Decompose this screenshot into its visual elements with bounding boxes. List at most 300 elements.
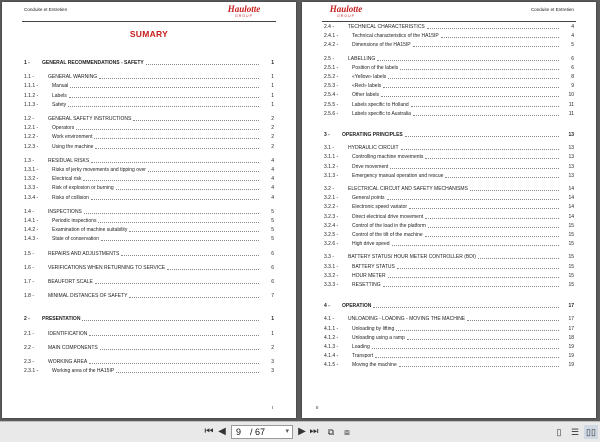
toc-title: TECHNICAL CHARACTERISTICS	[348, 24, 425, 30]
toc-entry[interactable]	[2, 359, 296, 365]
current-page: 9	[236, 427, 242, 437]
toc-number: 2.5.5 -	[324, 101, 339, 108]
toc-number: 4.1 -	[324, 316, 335, 323]
toc-entry[interactable]	[2, 279, 296, 285]
toc-leader	[69, 97, 259, 98]
toc-title: Work environment	[52, 134, 93, 141]
toc-entry[interactable]	[302, 254, 596, 260]
toc-page: 2	[271, 143, 274, 150]
toc-number: 3.2 -	[324, 186, 335, 192]
toc-number: 2.2 -	[24, 344, 35, 351]
toc-title: Transport	[352, 353, 374, 360]
toc-page: 11	[568, 110, 574, 117]
toc-entry[interactable]	[2, 185, 296, 191]
toc-title: Manual	[52, 83, 69, 90]
toc-number: 1.2.3 -	[24, 143, 39, 150]
haulotte-logo	[214, 5, 274, 18]
logo-sub: GROUP	[337, 14, 355, 18]
toc-leader	[441, 37, 559, 38]
toc-number: 1.2.1 -	[24, 125, 39, 132]
toc-entry[interactable]	[2, 265, 296, 271]
toc-number: 1.1.1 -	[24, 83, 39, 90]
toc-title: HYDRAULIC CIRCUIT	[348, 145, 399, 152]
toc-leader	[409, 208, 559, 209]
toc-entry[interactable]	[302, 145, 596, 151]
toc-page: 1	[271, 74, 274, 81]
toc-number: 1.4 -	[24, 208, 35, 215]
toc-title: VERIFICATIONS WHEN RETURNING TO SERVICE	[48, 264, 166, 271]
toc-page: 4	[271, 194, 274, 201]
toc-title: Technical characteristics of the HA15IP	[352, 33, 439, 40]
toc-number: 1.1.2 -	[24, 92, 39, 99]
page-title: SUMARY	[129, 29, 169, 39]
toc-page: 13	[568, 145, 574, 152]
toc-entry[interactable]	[2, 195, 296, 201]
toc-entry[interactable]	[302, 303, 596, 309]
toc-number: 3.2.6 -	[324, 241, 339, 248]
toc-page: 1	[271, 330, 274, 337]
toc-leader	[413, 115, 559, 116]
toc-number: 3.1.2 -	[324, 163, 339, 170]
toc-entry[interactable]	[2, 345, 296, 351]
toc-page: 14	[568, 186, 574, 192]
toc-leader	[377, 60, 559, 61]
toc-leader	[397, 268, 559, 269]
toc-entry[interactable]	[302, 195, 596, 201]
toc-leader	[116, 189, 259, 190]
toc-page: 15	[568, 241, 574, 248]
toc-title: Labels	[52, 92, 67, 99]
toc-page: 5	[271, 218, 274, 224]
toc-page: 5	[271, 208, 274, 215]
toc-title: Electrical risk	[52, 176, 82, 183]
toc-number: 2 -	[24, 316, 30, 323]
toc-number: 3 -	[324, 132, 330, 138]
toc-title: Risks of collision	[52, 194, 89, 201]
toc-page: 7	[271, 293, 274, 300]
toc-entry[interactable]	[2, 102, 296, 108]
toc-leader	[407, 339, 559, 340]
toc-title: OPERATION	[342, 303, 372, 310]
logo-word: Haulotte	[329, 4, 363, 14]
toc-title: Other labels	[352, 92, 379, 99]
toc-page: 17	[568, 325, 574, 332]
toc-leader	[390, 168, 559, 169]
toc-entry[interactable]	[2, 316, 296, 322]
toc-number: 4.1.4 -	[324, 353, 339, 360]
toc-number: 3.2.5 -	[324, 232, 339, 238]
toc-number: 2.4.1 -	[324, 33, 339, 40]
toc-entry[interactable]	[302, 173, 596, 179]
toc-entry[interactable]	[302, 33, 596, 39]
toc-page: 15	[568, 232, 574, 238]
toc-page: 4	[271, 157, 274, 164]
toc-page: 2	[271, 116, 274, 122]
forward-icon[interactable]: ⧈	[344, 427, 350, 437]
toc-page: 1	[271, 316, 274, 323]
toc-number: 2.4 -	[324, 24, 335, 30]
toc-page: 13	[568, 172, 574, 179]
toc-leader	[89, 335, 259, 336]
toc-page: 2	[271, 344, 274, 351]
toc-number: 1.3.4 -	[24, 194, 39, 201]
back-icon[interactable]: ⧉	[327, 427, 335, 437]
toc-title: BEAUFORT SCALE	[48, 279, 93, 285]
toc-entry[interactable]	[2, 93, 296, 99]
toc-page: 10	[568, 92, 574, 99]
toc-number: 2.5.4 -	[324, 92, 339, 99]
toc-number: 1.4.1 -	[24, 218, 39, 224]
toc-title: REPAIRS AND ADJUSTMENTS	[48, 250, 120, 257]
toc-entry[interactable]	[2, 209, 296, 215]
toc-number: 4.1.1 -	[324, 325, 339, 332]
toc-title: Unloading by lifting	[352, 325, 395, 332]
toc-entry[interactable]	[302, 164, 596, 170]
toc-title: General points	[352, 195, 385, 202]
toc-title: Control of the tilt of the machine	[352, 232, 423, 238]
toc-leader	[478, 258, 559, 259]
toc-title: INSPECTIONS	[48, 208, 82, 215]
toc-entry[interactable]	[2, 83, 296, 89]
toc-entry[interactable]	[302, 74, 596, 80]
toc-leader	[68, 106, 259, 107]
toc-page: 17	[568, 303, 574, 310]
toc-number: 3.3 -	[324, 254, 335, 261]
toc-entry[interactable]	[302, 83, 596, 89]
toc-leader	[425, 236, 559, 237]
toc-leader	[146, 64, 259, 65]
toc-page: 13	[568, 154, 574, 161]
toc-page: 1	[271, 60, 274, 66]
toc-page: 2	[271, 134, 274, 141]
toc-title: Dimensions of the HA15IP	[352, 42, 411, 49]
toc-title: RESETTING	[352, 282, 381, 288]
page-number-input[interactable]	[231, 425, 293, 439]
toc-page: 4	[571, 33, 574, 40]
toc-entry[interactable]	[2, 74, 296, 80]
toc-page: 14	[568, 195, 574, 202]
toc-page: 19	[568, 362, 574, 369]
document-page-left	[2, 2, 296, 418]
toc-entry[interactable]	[2, 227, 296, 233]
toc-leader	[91, 162, 259, 163]
toc-leader	[383, 87, 559, 88]
toc-page: 11	[568, 101, 574, 108]
toc-entry[interactable]	[2, 134, 296, 140]
toc-page: 5	[271, 227, 274, 234]
toc-entry[interactable]	[302, 273, 596, 279]
toc-entry[interactable]	[2, 331, 296, 337]
toc-entry[interactable]	[302, 316, 596, 322]
toc-number: 3.3.1 -	[324, 263, 339, 270]
toc-number: 1 -	[24, 60, 30, 66]
footer-page-number: II	[316, 405, 319, 410]
toc-title: GENERAL WARNING	[48, 74, 98, 81]
toc-entry[interactable]	[2, 144, 296, 150]
toc-page: 19	[568, 353, 574, 360]
header-text: Conduite et Entretien	[530, 7, 574, 12]
toc-entry[interactable]	[302, 214, 596, 220]
prev-page-icon[interactable]: ◀	[218, 426, 226, 437]
toc-leader	[399, 366, 559, 367]
toc-leader	[388, 78, 559, 79]
toc-entry[interactable]	[2, 218, 296, 224]
toc-leader	[400, 69, 559, 70]
toc-entry[interactable]	[302, 344, 596, 350]
toc-number: 3.1.3 -	[324, 172, 339, 179]
toc-leader	[428, 227, 559, 228]
toc-page: 6	[571, 55, 574, 62]
toc-page: 4	[271, 167, 274, 173]
toc-leader	[94, 138, 259, 139]
toc-entry[interactable]	[302, 102, 596, 108]
toc-page: 4	[271, 176, 274, 183]
document-page-right	[302, 2, 596, 418]
toc-leader	[413, 46, 559, 47]
toc-entry[interactable]	[302, 42, 596, 48]
toc-title: State of conservation	[52, 236, 99, 243]
toc-title: MINIMAL DISTANCES OF SAFETY	[48, 293, 128, 300]
toc-number: 2.5.3 -	[324, 83, 339, 90]
toc-leader	[396, 330, 559, 331]
toc-leader	[383, 286, 559, 287]
toc-entry[interactable]	[302, 92, 596, 98]
toc-entry[interactable]	[2, 158, 296, 164]
toc-number: 1.4.3 -	[24, 236, 39, 243]
toc-number: 1.2.2 -	[24, 134, 39, 141]
toc-page: 15	[568, 282, 574, 288]
toc-title: Electronic speed variator	[352, 204, 408, 211]
toc-page: 17	[568, 316, 574, 323]
toc-leader	[392, 245, 559, 246]
toc-page: 15	[568, 272, 574, 279]
toc-leader	[99, 78, 259, 79]
toc-page: 3	[271, 359, 274, 365]
toc-leader	[425, 158, 559, 159]
last-page-icon[interactable]: ⏭	[309, 426, 319, 437]
toc-entry[interactable]	[302, 232, 596, 238]
toc-number: 3.2.1 -	[324, 195, 339, 202]
toc-title: Operators	[52, 125, 75, 132]
toc-entry[interactable]	[302, 362, 596, 368]
toc-leader	[405, 136, 559, 137]
toc-page: 1	[271, 83, 274, 90]
toc-title: Examination of machine suitability	[52, 227, 128, 234]
toc-number: 2.3.1 -	[24, 368, 39, 375]
toc-title: Labels specific to Australia	[352, 110, 411, 117]
toc-leader	[70, 87, 259, 88]
toc-number: 4.1.3 -	[324, 344, 339, 350]
toc-title: Risks of jerky movements and tipping over	[52, 167, 146, 173]
header-rule	[322, 21, 576, 22]
toc-entry[interactable]	[302, 56, 596, 62]
toc-page: 3	[271, 368, 274, 375]
toc-number: 1.3.2 -	[24, 176, 39, 183]
toc-title: HOUR METER	[352, 272, 386, 279]
toc-page: 6	[571, 64, 574, 71]
toc-leader	[121, 255, 259, 256]
toc-title: «Yellow» labels	[352, 74, 387, 80]
header-rule	[22, 21, 276, 22]
toc-title: MAIN COMPONENTS	[48, 344, 98, 351]
toc-leader	[470, 190, 559, 191]
toc-leader	[427, 28, 559, 29]
toc-leader	[148, 171, 259, 172]
toc-number: 3.1 -	[324, 145, 335, 152]
toc-title: RESIDUAL RISKS	[48, 157, 90, 164]
toc-page: 13	[568, 163, 574, 170]
toc-title: Periodic inspections	[52, 218, 97, 224]
toc-entry[interactable]	[2, 236, 296, 242]
toc-leader	[411, 106, 559, 107]
toc-title: Unloading using a ramp	[352, 334, 405, 341]
toc-page: 13	[568, 132, 574, 138]
toc-page: 6	[271, 279, 274, 285]
toc-title: OPERATING PRINCIPLES	[342, 132, 403, 138]
toc-page: 8	[571, 74, 574, 80]
toc-leader	[381, 96, 559, 97]
toc-entry[interactable]	[302, 264, 596, 270]
toc-number: 1.1.3 -	[24, 101, 39, 108]
toc-number: 1.4.2 -	[24, 227, 39, 234]
toc-leader	[101, 240, 259, 241]
toc-leader	[129, 297, 259, 298]
single-page-icon[interactable]: ▯	[556, 427, 562, 437]
scroll-view-icon[interactable]: ☰	[570, 427, 580, 437]
toc-number: 3.2.3 -	[324, 213, 339, 220]
toc-entry[interactable]	[2, 167, 296, 173]
toc-entry[interactable]	[302, 154, 596, 160]
toc-entry[interactable]	[302, 223, 596, 229]
logo-word: Haulotte	[227, 4, 261, 14]
toc-title: Control of the load in the platform	[352, 222, 426, 229]
toc-number: 3.3.3 -	[324, 282, 339, 288]
haulotte-logo	[316, 5, 376, 18]
toc-number: 3.2.4 -	[324, 222, 339, 229]
toc-entry[interactable]	[2, 368, 296, 374]
toc-number: 4.1.5 -	[324, 362, 339, 369]
toc-title: Using the machine	[52, 143, 94, 150]
toc-entry[interactable]	[302, 65, 596, 71]
toc-number: 1.8 -	[24, 293, 35, 300]
toc-page: 6	[271, 250, 274, 257]
toc-title: Moving the machine	[352, 362, 397, 369]
toc-entry[interactable]	[302, 241, 596, 247]
toc-entry[interactable]	[302, 111, 596, 117]
toc-number: 1.3 -	[24, 157, 35, 164]
toc-entry[interactable]	[2, 176, 296, 182]
toc-number: 4 -	[324, 303, 330, 310]
toc-title: BATTERY STATUS	[352, 263, 395, 270]
toc-title: WORKING AREA	[48, 359, 88, 365]
toc-number: 3.2.2 -	[324, 204, 339, 211]
toc-title: LABELLING	[348, 55, 376, 62]
toc-page: 5	[571, 42, 574, 49]
toc-leader	[425, 218, 559, 219]
toc-page: 6	[271, 264, 274, 271]
toc-page: 9	[571, 83, 574, 90]
toc-number: 3.3.2 -	[324, 272, 339, 279]
logo-sub: GROUP	[235, 14, 253, 18]
toc-leader	[84, 213, 259, 214]
toc-entry[interactable]	[302, 132, 596, 138]
toc-title: GENERAL SAFETY INSTRUCTIONS	[48, 116, 132, 122]
toc-number: 1.7 -	[24, 279, 35, 285]
next-page-icon[interactable]: ▶	[298, 426, 306, 437]
toc-entry[interactable]	[302, 282, 596, 288]
toc-entry[interactable]	[2, 293, 296, 299]
toc-leader	[445, 177, 559, 178]
first-page-icon[interactable]: ⏮	[204, 426, 214, 437]
header-text: Conduite et Entretien	[24, 7, 68, 12]
toc-entry[interactable]	[302, 335, 596, 341]
viewer-toolbar	[0, 421, 600, 442]
toc-number: 1.6 -	[24, 264, 35, 271]
toc-leader	[91, 199, 259, 200]
toc-number: 4.1.2 -	[324, 334, 339, 341]
toc-entry[interactable]	[2, 60, 296, 66]
toc-entry[interactable]	[302, 24, 596, 30]
toc-entry[interactable]	[302, 326, 596, 332]
toc-number: 2.4.2 -	[324, 42, 339, 49]
two-page-icon[interactable]: ▯▯	[584, 425, 598, 439]
toc-leader	[95, 283, 259, 284]
toc-leader	[76, 129, 259, 130]
toc-page: 19	[568, 344, 574, 350]
toc-leader	[83, 180, 259, 181]
toc-leader	[98, 222, 259, 223]
toc-leader	[387, 199, 559, 200]
toc-entry[interactable]	[302, 186, 596, 192]
toc-number: 1.2 -	[24, 116, 35, 122]
toc-number: 2.5.6 -	[324, 110, 339, 117]
toc-entry[interactable]	[2, 116, 296, 122]
toc-number: 1.3.1 -	[24, 167, 39, 173]
toc-number: 2.5 -	[324, 55, 335, 62]
chevron-down-icon[interactable]: ▾	[285, 428, 289, 435]
toc-number: 1.1 -	[24, 74, 35, 81]
toc-page: 15	[568, 263, 574, 270]
toc-leader	[373, 307, 559, 308]
toc-entry[interactable]	[2, 125, 296, 131]
toc-title: BATTERY STATUS/ HOUR METER CONTROLLER (BDI)	[348, 254, 476, 261]
toc-title: High drive speed	[352, 241, 390, 248]
toc-entry[interactable]	[2, 251, 296, 257]
toc-page: 18	[568, 334, 574, 341]
toc-number: 1.5 -	[24, 250, 35, 257]
toc-entry[interactable]	[302, 204, 596, 210]
toc-title: «Red» labels	[352, 83, 382, 90]
toc-entry[interactable]	[302, 353, 596, 359]
toc-title: Labels specific to Holland	[352, 101, 409, 108]
toc-title: Risk of explosion or burning	[52, 185, 114, 192]
footer-page-number: I	[272, 405, 274, 410]
toc-leader	[95, 148, 259, 149]
toc-title: Direct electrical drive movement	[352, 213, 424, 220]
toc-number: 1.3.3 -	[24, 185, 39, 192]
toc-title: Drive movement	[352, 163, 389, 170]
toc-title: Loading	[352, 344, 370, 350]
toc-page: 15	[568, 254, 574, 261]
toc-title: GENERAL RECOMMENDATIONS - SAFETY	[42, 60, 144, 66]
toc-leader	[82, 320, 259, 321]
toc-title: Safety	[52, 101, 67, 108]
toc-leader	[129, 231, 259, 232]
toc-number: 2.5.2 -	[324, 74, 339, 80]
toc-title: Emergency manual operation and rescue	[352, 172, 444, 179]
toc-leader	[401, 149, 559, 150]
toc-leader	[388, 277, 559, 278]
